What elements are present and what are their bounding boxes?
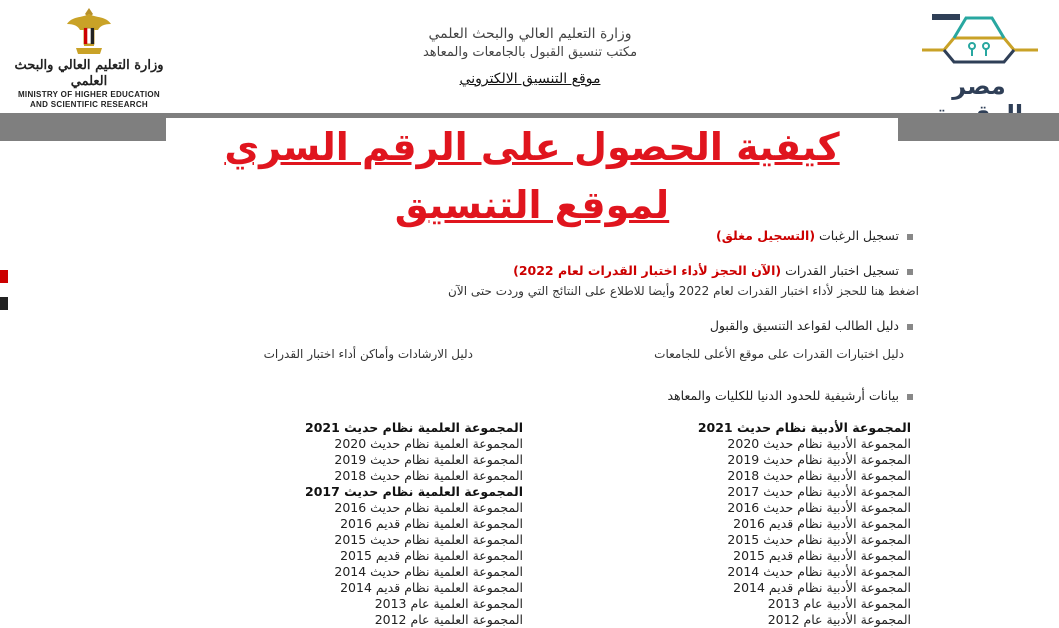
literary-link[interactable]: المجموعة الأدبية نظام حديث 2020 <box>727 436 911 451</box>
bullet-square-icon <box>907 269 913 275</box>
scientific-link[interactable]: المجموعة العلمية نظام حديث 2017 <box>305 484 523 499</box>
literary-link[interactable]: المجموعة الأدبية نظام حديث 2016 <box>727 500 911 515</box>
literary-link[interactable]: المجموعة الأدبية نظام حديث 2021 <box>697 420 911 435</box>
literary-link[interactable]: المجموعة الأدبية نظام قديم 2014 <box>733 580 911 595</box>
ministry-logo-english-line1: MINISTRY OF HIGHER EDUCATION <box>17 90 161 99</box>
abilities-status[interactable]: (الآن الحجز لأداء اختبار القدرات لعام 2022) <box>513 263 782 278</box>
scientific-link[interactable]: المجموعة العلمية نظام حديث 2016 <box>334 500 523 515</box>
literary-link[interactable]: المجموعة الأدبية نظام قديم 2015 <box>733 548 911 563</box>
literary-link[interactable]: المجموعة الأدبية نظام قديم 2016 <box>733 516 911 531</box>
bullet-square-icon <box>907 234 913 240</box>
abilities-label[interactable]: تسجيل اختبار القدرات <box>785 263 899 278</box>
literary-link[interactable]: المجموعة الأدبية نظام حديث 2015 <box>727 532 911 547</box>
scientific-link[interactable]: المجموعة العلمية عام 2012 <box>374 612 523 627</box>
ministry-logo-arabic: وزارة التعليم العالي والبحث العلمي <box>14 58 164 89</box>
literary-column <box>698 420 911 628</box>
scientific-link[interactable]: المجموعة العلمية نظام حديث 2015 <box>334 532 523 547</box>
site-name-link[interactable]: موقع التنسيق الالكتروني <box>459 71 601 87</box>
scientific-link[interactable]: المجموعة العلمية نظام قديم 2015 <box>340 548 523 563</box>
literary-link[interactable]: المجموعة الأدبية نظام حديث 2019 <box>727 452 911 467</box>
ministry-name: وزارة التعليم العالي والبحث العلمي <box>428 26 632 42</box>
literary-link[interactable]: المجموعة الأدبية عام 2013 <box>767 596 911 611</box>
abilities-description-link[interactable]: اضغط هنا للحجز لأداء اختبار القدرات لعام 2022 وأيضا للاطلاع على النتائج التي وردت حتى الآن <box>448 284 919 298</box>
literary-link[interactable]: المجموعة الأدبية عام 2012 <box>767 612 911 627</box>
guide-link-locations[interactable]: دليل الارشادات وأماكن أداء اختبار القدرات <box>263 347 473 361</box>
scientific-link[interactable]: المجموعة العلمية نظام قديم 2014 <box>340 580 523 595</box>
guide-link-council[interactable]: دليل اختبارات القدرات على موقع الأعلى للجامعات <box>654 347 904 361</box>
scientific-link[interactable]: المجموعة العلمية نظام قديم 2016 <box>340 516 523 531</box>
wishes-registration-item[interactable] <box>716 228 913 243</box>
literary-link[interactable]: المجموعة الأدبية نظام حديث 2017 <box>727 484 911 499</box>
scientific-link[interactable]: المجموعة العلمية نظام حديث 2021 <box>305 420 523 435</box>
wishes-label[interactable]: تسجيل الرغبات <box>819 228 899 243</box>
abilities-registration-item[interactable] <box>513 263 913 278</box>
bullet-square-icon <box>907 394 913 400</box>
office-name: مكتب تنسيق القبول بالجامعات والمعاهد <box>422 45 638 60</box>
brand-name: مصر <box>952 72 1006 100</box>
page-title-text: كيفية الحصول على الرقم السري لموقع التنسيق <box>224 125 840 227</box>
literary-link[interactable]: المجموعة الأدبية نظام حديث 2014 <box>727 564 911 579</box>
literary-link[interactable]: المجموعة الأدبية نظام حديث 2018 <box>727 468 911 483</box>
bullet-square-icon <box>907 324 913 330</box>
scientific-link[interactable]: المجموعة العلمية نظام حديث 2020 <box>334 436 523 451</box>
scientific-link[interactable]: المجموعة العلمية نظام حديث 2014 <box>334 564 523 579</box>
guide-label: دليل الطالب لقواعد التنسيق والقبول <box>709 318 899 333</box>
scientific-link[interactable]: المجموعة العلمية عام 2013 <box>374 596 523 611</box>
student-guide-item <box>710 318 913 333</box>
scientific-link[interactable]: المجموعة العلمية نظام حديث 2019 <box>334 452 523 467</box>
ministry-logo-english-line2: AND SCIENTIFIC RESEARCH <box>29 100 149 109</box>
wishes-status: (التسجيل مغلق) <box>716 228 816 243</box>
archive-item <box>668 388 914 403</box>
archive-label: بيانات أرشيفية للحدود الدنيا للكليات والمعاهد <box>667 388 899 403</box>
scientific-column <box>305 420 523 628</box>
scientific-link[interactable]: المجموعة العلمية نظام حديث 2018 <box>334 468 523 483</box>
